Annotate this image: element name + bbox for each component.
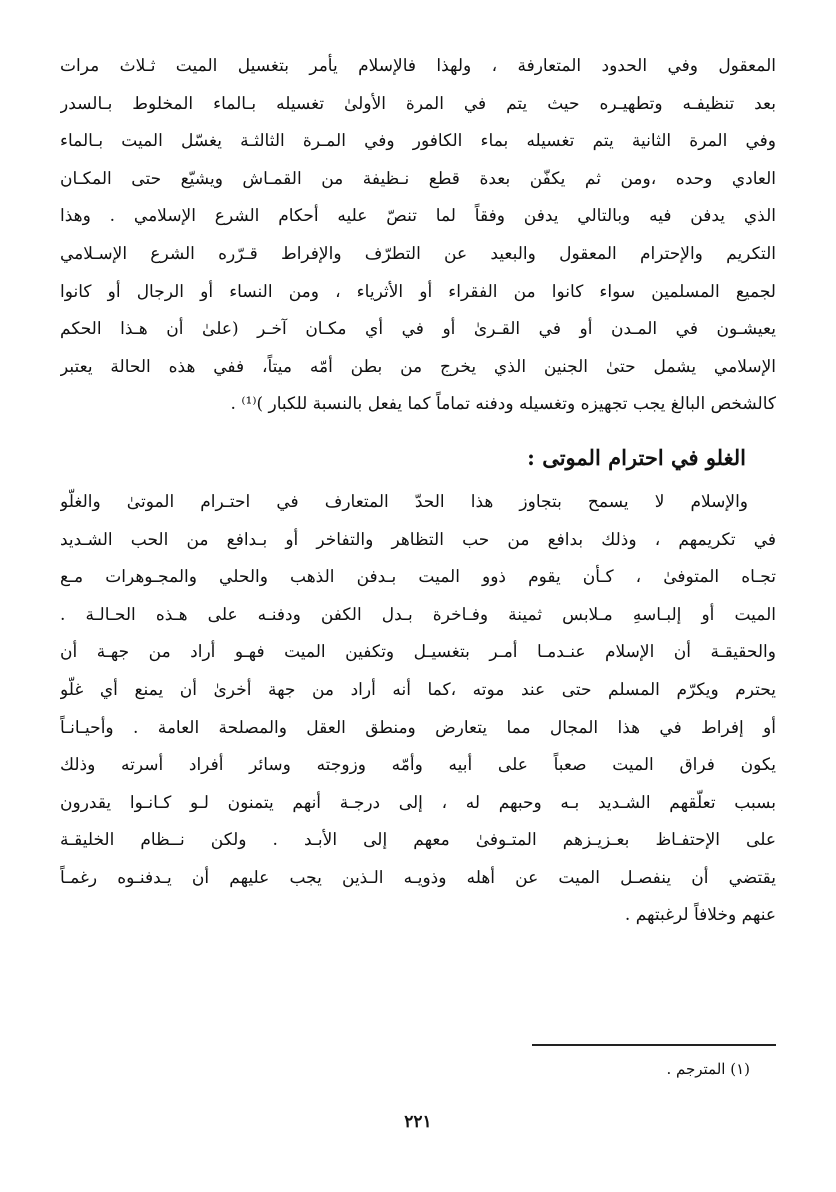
text-line: الإسلامي يشمل حتىٰ الجنين الذي يخرج من بطن أمّه ميتاً، ففي هذه الحالة يعتبر bbox=[60, 356, 776, 377]
text-line: عنهم وخلافاً لرغبتهم . bbox=[624, 905, 776, 926]
text-line: والإسلام لا يسمح بتجاوز هذا الحدّ المتعارف في احتـرام الموتىٰ والغلّو bbox=[60, 491, 748, 512]
text-line: يعيشـون في المـدن أو في القـرىٰ أو في أي مكـان آخـر (علىٰ أن هـذا الحكم bbox=[60, 319, 776, 340]
text-line: أو إفراط في هذا المجال مما يتعارض ومنطق العقل والمصلحة العامة . وأحيـانـاً bbox=[60, 717, 776, 738]
text-line: والحقيقـة أن الإسلام عنـدمـا أمـر بتغسيـل وتكفين الميت فهـو أراد من جهـة أن bbox=[60, 642, 776, 663]
text-line: كالشخص البالغ يجب تجهيزه وتغسيله ودفنه تماماً كما يفعل بالنسبة للكبار )⁽¹⁾ . bbox=[230, 394, 776, 415]
text-line: التكريم والإحترام المعقول والبعيد عن التطرّف والإفراط قـرّره الشرع الإسـلامي bbox=[60, 243, 776, 264]
page-body bbox=[60, 48, 776, 935]
text-line: العادي وحده ،ومن ثم يكفّن بعدة قطع نـظيفة من القمـاش ويشيّع حتى المكـان bbox=[60, 168, 776, 189]
text-line: وفي المرة الثانية يتم تغسيله بماء الكافور وفي المـرة الثالثـة يغسّل الميت بـالماء bbox=[60, 131, 776, 152]
text-line: في تكريمهم ، وذلك بدافع من حب التظاهر والتفاخر أو بـدافع من الحب الشـديد bbox=[60, 529, 776, 550]
page-number: ٢٢١ bbox=[404, 1112, 432, 1132]
paragraph-3 bbox=[60, 634, 776, 935]
text-line: على الإحتفـاظ بعـزيـزهم المتـوفىٰ معهم إلى الأبـد . ولكن نــظام الخليقـة bbox=[60, 830, 776, 851]
text-line: يحترم ويكرّم المسلم حتى عند موته ،كما أنه أراد من جهة أخرىٰ أن يمنع أي غلّو bbox=[60, 679, 776, 700]
text-line: تجـاه المتوفىٰ ، كـأن يقوم ذوو الميت بـدفن الذهب والحلي والمجـوهرات مـع bbox=[60, 567, 776, 588]
paragraph-1 bbox=[60, 48, 776, 424]
text-line: بسبب تعلّقهم الشـديد بـه وحبهم له ، إلى درجـة أنهم يتمنون لـو كـانـوا يقدرون bbox=[60, 792, 776, 813]
footnote-divider bbox=[532, 1044, 776, 1046]
text-line: لجميع المسلمين سواء كانوا من الفقراء أو الأثرياء ، ومن النساء أو الرجال أو كانوا bbox=[60, 281, 776, 302]
footnote: (١) المترجم . bbox=[666, 1060, 750, 1078]
paragraph-2 bbox=[60, 484, 776, 634]
text-line: الميت أو إلبـاسهِ مـلابس ثمينة وفـاخرة بـدل الكفن ودفنـه على هـذه الحـالـة . bbox=[60, 604, 776, 625]
section-heading: الغلو في احترام الموتى : bbox=[527, 444, 746, 470]
text-line: يقتضي أن ينفصـل الميت عن أهله وذويـه الـذين يجب عليهم أن يـدفنـوه رغمـاً bbox=[60, 867, 776, 888]
text-line: المعقول وفي الحدود المتعارفة ، ولهذا فالإسلام يأمر بتغسيل الميت ثـلاث مرات bbox=[60, 56, 776, 76]
text-line: بعد تنظيفـه وتطهيـره حيث يتم في المرة الأولىٰ تغسيله بـالماء المخلوط بـالسدر bbox=[60, 93, 776, 114]
text-line: الذي يدفن فيه وبالتالي يدفن وفقاً لما تنصّ عليه أحكام الشرع الإسلامي . وهذا bbox=[60, 206, 776, 227]
text-line: يكون فراق الميت صعباً على أبيه وأمّه وزوجته وسائر أفراد أسرته وذلك bbox=[60, 755, 776, 776]
